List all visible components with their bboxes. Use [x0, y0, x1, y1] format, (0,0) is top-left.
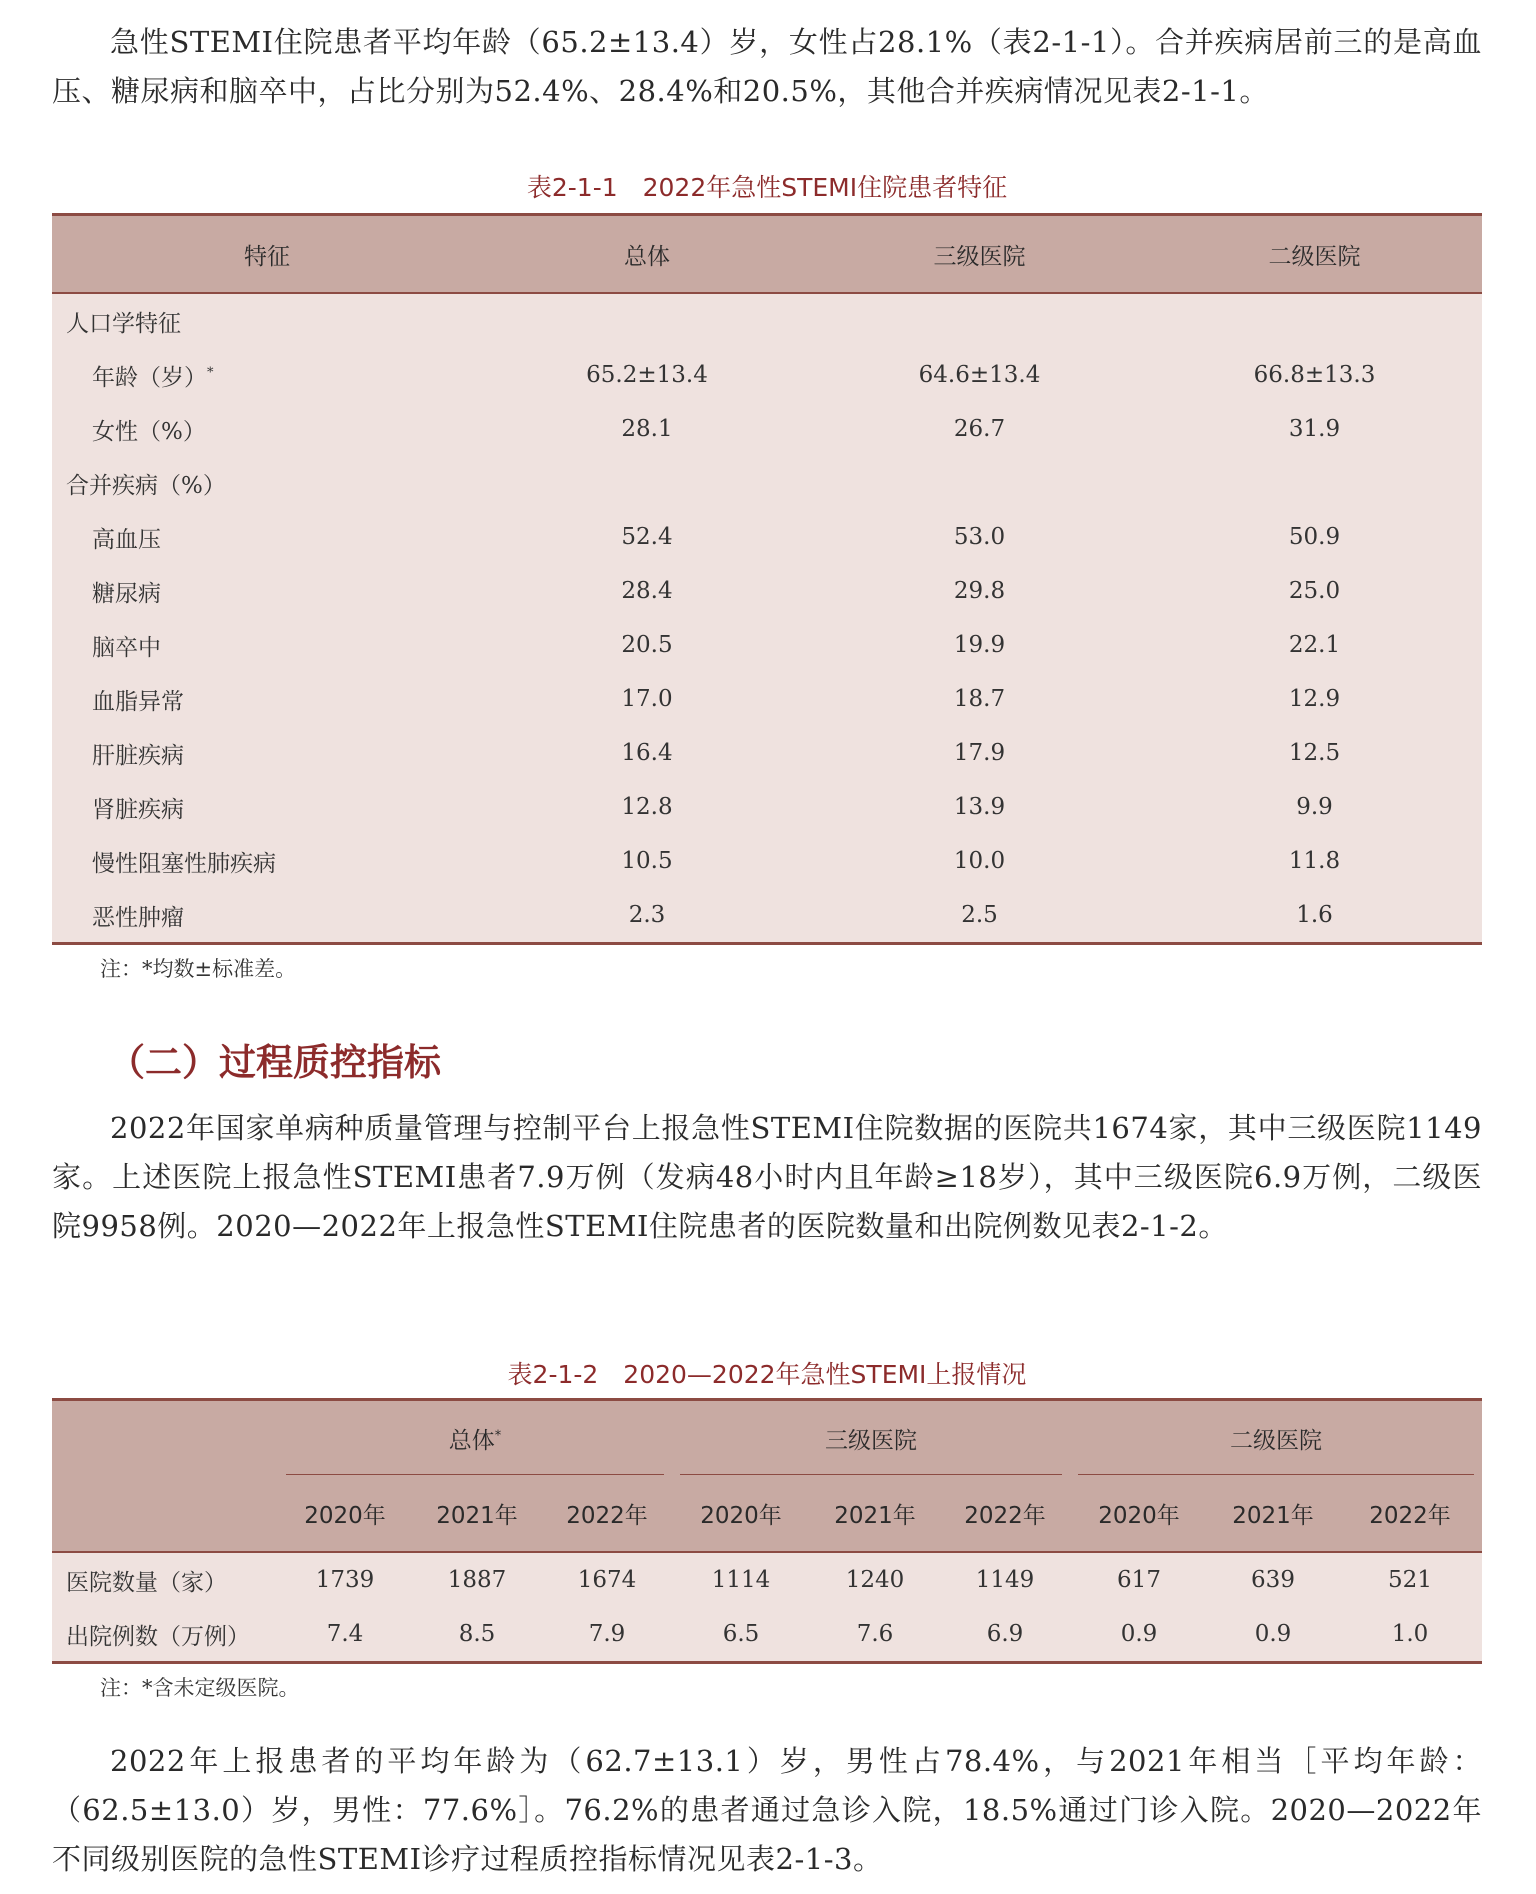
group-overall — [278, 1400, 672, 1476]
year-header: 2020年 — [672, 1475, 810, 1552]
value-cell: 16.4 — [621, 740, 673, 766]
row-label-cell — [52, 672, 482, 726]
value-cell: 20.5 — [621, 632, 673, 658]
value-cell: 28.4 — [621, 578, 673, 604]
group-overall-label: 总体 — [448, 1427, 495, 1454]
table-row — [52, 834, 1482, 888]
value-cell: 50.9 — [1288, 524, 1341, 550]
row-label-cell — [52, 618, 482, 672]
year-header: 2022年 — [1338, 1475, 1482, 1552]
table1-note: 注：*均数±标准差。 — [100, 957, 297, 981]
header-secondary: 二级医院 — [1147, 215, 1482, 294]
row-label-cell — [52, 402, 482, 456]
closing-paragraph: 2022年上报患者的平均年龄为（62.7±13.1）岁，男性占78.4%，与2021年相当［平均年龄：（62.5±13.0）岁，男性：77.6%］。76.2%的患者通过急诊入院，18.5%通过门诊入院。2020—2022年不同级别医院的急性STEMI诊疗过程质控指标情况见表2-1-3。 — [52, 1744, 1482, 1876]
value-cell: 521 — [1388, 1567, 1432, 1593]
table2-caption: 表2-1-2 2020—2022年急性STEMI上报情况 — [507, 1360, 1027, 1389]
value-cell: 12.8 — [621, 794, 673, 820]
group-secondary-label: 二级医院 — [1230, 1427, 1322, 1454]
row-label: 恶性肿瘤 — [92, 904, 184, 931]
intro-paragraph: 急性STEMI住院患者平均年龄（65.2±13.4）岁，女性占28.1%（表2-1-1）。合并疾病居前三的是高血压、糖尿病和脑卒中，占比分别为52.4%、28.4%和20.5%，其他合并疾病情况见表2-1-1。 — [52, 25, 1482, 108]
table-row — [52, 780, 1482, 834]
header-overall: 总体 — [482, 215, 812, 294]
value-cell: 1240 — [845, 1567, 905, 1593]
header-feature: 特征 — [52, 215, 482, 294]
row-label: 出院例数（万例） — [66, 1623, 250, 1650]
year-header: 2021年 — [412, 1475, 542, 1552]
table1-caption: 表2-1-1 2022年急性STEMI住院患者特征 — [526, 173, 1008, 202]
value-cell: 52.4 — [621, 524, 673, 550]
value-cell: 1114 — [711, 1567, 771, 1593]
year-header: 2022年 — [542, 1475, 672, 1552]
group-label: 合并疾病（%） — [66, 472, 226, 499]
value-cell: 1.0 — [1391, 1621, 1429, 1647]
row-label: 脑卒中 — [92, 634, 161, 661]
value-cell: 17.9 — [953, 740, 1006, 766]
value-cell: 9.9 — [1296, 794, 1333, 820]
footnote-mark: * — [207, 364, 214, 380]
table1-body — [52, 293, 1482, 944]
value-cell: 53.0 — [953, 524, 1006, 550]
row-label: 年龄（岁） — [92, 364, 207, 391]
group-row — [52, 456, 1482, 510]
year-header: 2020年 — [278, 1475, 412, 1552]
value-cell: 22.1 — [1288, 632, 1341, 658]
reporting-table — [52, 1398, 1482, 1664]
row-label-cell — [52, 564, 482, 618]
value-cell: 12.9 — [1288, 686, 1341, 712]
value-cell: 0.9 — [1120, 1621, 1158, 1647]
group-row — [52, 293, 1482, 348]
row-label-cell — [52, 510, 482, 564]
value-cell: 64.6±13.4 — [918, 362, 1041, 388]
header-tertiary: 三级医院 — [812, 215, 1147, 294]
value-cell: 17.0 — [621, 686, 673, 712]
value-cell: 13.9 — [953, 794, 1006, 820]
value-cell: 26.7 — [953, 416, 1006, 442]
table2-corner — [52, 1400, 278, 1476]
value-cell: 11.8 — [1288, 848, 1341, 874]
characteristics-table — [52, 213, 1482, 945]
value-cell: 639 — [1251, 1567, 1295, 1593]
row-label-cell — [52, 726, 482, 780]
value-cell: 0.9 — [1254, 1621, 1292, 1647]
group-overall-mark: * — [494, 1427, 502, 1443]
row-label: 慢性阻塞性肺疾病 — [92, 850, 276, 877]
group-secondary — [1070, 1400, 1482, 1476]
row-label-cell — [52, 834, 482, 888]
table-row — [52, 1552, 1482, 1607]
value-cell: 617 — [1117, 1567, 1161, 1593]
table-row — [52, 402, 1482, 456]
value-cell: 29.8 — [953, 578, 1006, 604]
row-label: 女性（%） — [92, 418, 206, 445]
year-header: 2020年 — [1070, 1475, 1208, 1552]
table-row — [52, 510, 1482, 564]
value-cell: 28.1 — [621, 416, 673, 442]
value-cell: 12.5 — [1288, 740, 1341, 766]
value-cell: 1887 — [447, 1567, 507, 1593]
row-label: 肾脏疾病 — [92, 796, 184, 823]
row-label: 高血压 — [92, 526, 161, 553]
value-cell: 18.7 — [953, 686, 1006, 712]
table2-body — [52, 1552, 1482, 1663]
value-cell: 1739 — [315, 1567, 375, 1593]
table-row — [52, 1607, 1482, 1663]
value-cell: 25.0 — [1288, 578, 1341, 604]
value-cell: 8.5 — [458, 1621, 496, 1647]
table-row — [52, 564, 1482, 618]
value-cell: 66.8±13.3 — [1253, 362, 1376, 388]
year-header: 2021年 — [810, 1475, 940, 1552]
value-cell: 10.0 — [953, 848, 1006, 874]
value-cell: 19.9 — [953, 632, 1006, 658]
table2-note: 注：*含未定级医院。 — [100, 1676, 300, 1700]
value-cell: 2.5 — [961, 902, 998, 928]
row-label: 糖尿病 — [92, 580, 161, 607]
table-row — [52, 888, 1482, 944]
table1-header-row — [52, 215, 1482, 294]
value-cell: 6.5 — [722, 1621, 760, 1647]
row-label-cell — [52, 348, 482, 402]
row-label: 血脂异常 — [92, 688, 184, 715]
value-cell: 6.9 — [986, 1621, 1024, 1647]
row-label: 医院数量（家） — [66, 1569, 227, 1596]
value-cell: 1.6 — [1296, 902, 1333, 928]
value-cell: 1149 — [975, 1567, 1035, 1593]
row-label: 肝脏疾病 — [92, 742, 184, 769]
row-label-cell — [52, 888, 482, 944]
year-header: 2021年 — [1208, 1475, 1338, 1552]
table2-group-row — [52, 1400, 1482, 1476]
table-row — [52, 726, 1482, 780]
section-heading: （二）过程质控指标 — [108, 1041, 441, 1084]
table-row — [52, 672, 1482, 726]
value-cell: 31.9 — [1288, 416, 1341, 442]
table1-wrapper — [52, 213, 1482, 983]
value-cell: 10.5 — [621, 848, 673, 874]
value-cell: 7.6 — [856, 1621, 894, 1647]
row-label-cell — [52, 780, 482, 834]
group-tertiary — [672, 1400, 1070, 1476]
table2-corner-lower — [52, 1475, 278, 1552]
value-cell: 65.2±13.4 — [586, 362, 708, 388]
table2-year-row — [52, 1475, 1482, 1552]
process-paragraph: 2022年国家单病种质量管理与控制平台上报急性STEMI住院数据的医院共1674家，其中三级医院1149家。上述医院上报急性STEMI患者7.9万例（发病48小时内且年龄≥18岁），其中三级医院6.9万例，二级医院9958例。2020—2022年上报急性STEMI住院患者的医院数量和出院例数见表2-1-2。 — [52, 1111, 1482, 1243]
table2-wrapper — [52, 1398, 1482, 1702]
year-header: 2022年 — [940, 1475, 1070, 1552]
table-row — [52, 348, 1482, 402]
value-cell: 7.4 — [326, 1621, 364, 1647]
group-label: 人口学特征 — [66, 310, 181, 337]
group-tertiary-label: 三级医院 — [825, 1427, 917, 1454]
value-cell: 7.9 — [588, 1621, 626, 1647]
value-cell: 2.3 — [628, 902, 666, 928]
table-row — [52, 618, 1482, 672]
value-cell: 1674 — [577, 1567, 637, 1593]
